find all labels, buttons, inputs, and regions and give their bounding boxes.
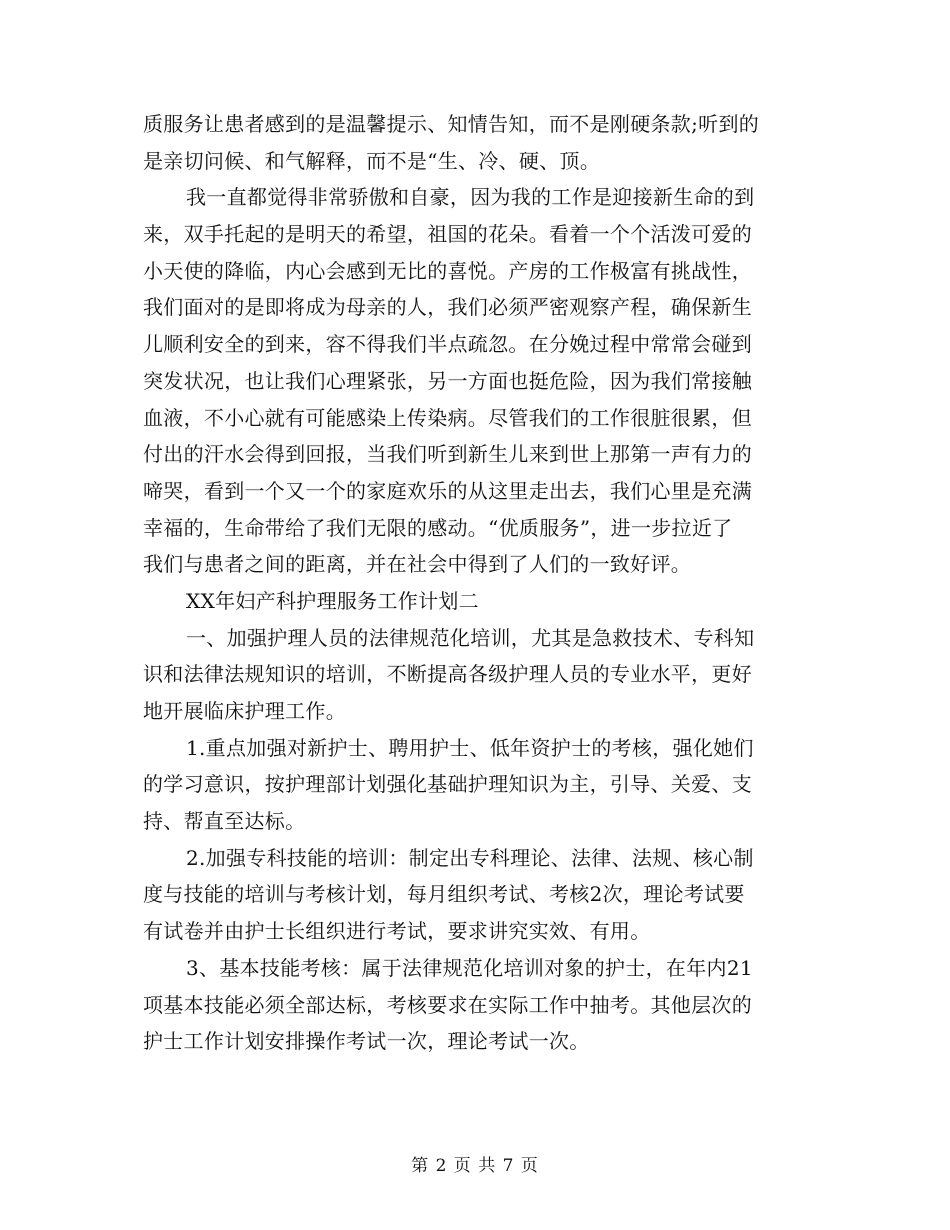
text-line: 持、帮直至达标。 — [143, 809, 306, 834]
text-line: 是亲切问候、和气解释，而不是“生、冷、硬、顶。 — [143, 148, 601, 173]
text-line: 来，双手托起的是明天的希望，祖国的花朵。看着一个个活泼可爱的 — [143, 222, 752, 247]
heading-line: XX年妇产科护理服务工作计划二 — [186, 588, 479, 613]
text-line: 的学习意识，按护理部计划强化基础护理知识为主，引导、关爱、支 — [143, 772, 752, 797]
text-line: 识和法律法规知识的培训，不断提高各级护理人员的专业水平，更好 — [143, 662, 752, 687]
text-line: 幸福的，生命带给了我们无限的感动。“优质服务”，进一步拉近了 — [143, 515, 733, 540]
paragraph-subitem-1 — [143, 730, 798, 840]
text-line: 我们面对的是即将成为母亲的人，我们必须严密观察产程，确保新生 — [143, 295, 752, 320]
text-line: 1.重点加强对新护士、聘用护士、低年资护士的考核，强化她们 — [186, 735, 754, 760]
text-line: 儿顺利安全的到来，容不得我们半点疏忽。在分娩过程中常常会碰到 — [143, 332, 752, 357]
document-body — [143, 106, 798, 1060]
paragraph-item-one — [143, 620, 798, 730]
text-line: 啼哭，看到一个又一个的家庭欢乐的从这里走出去，我们心里是充满 — [143, 478, 752, 503]
text-line: 我们与患者之间的距离，并在社会中得到了人们的一致好评。 — [143, 552, 692, 577]
text-line: 护士工作计划安排操作考试一次，理论考试一次。 — [143, 1029, 590, 1054]
paragraph-delivery-room — [143, 179, 798, 583]
text-line: 地开展临床护理工作。 — [143, 699, 346, 723]
text-line: 突发状况，也让我们心理紧张，另一方面也挺危险，因为我们常接触 — [143, 368, 752, 393]
paragraph-continuation — [143, 106, 798, 179]
text-line: 2.加强专科技能的培训：制定出专科理论、法律、法规、核心制 — [186, 845, 754, 870]
paragraph-subitem-2 — [143, 840, 798, 950]
text-line: 血液，不小心就有可能感染上传染病。尽管我们的工作很脏很累，但 — [143, 405, 752, 430]
text-line: 付出的汗水会得到回报，当我们听到新生儿来到世上那第一声有力的 — [143, 442, 752, 467]
text-line: 3、基本技能考核：属于法律规范化培训对象的护士，在年内21 — [186, 955, 753, 980]
text-line: 项基本技能必须全部达标，考核要求在实际工作中抽考。其他层次的 — [143, 992, 752, 1017]
text-line: 我一直都觉得非常骄傲和自豪，因为我的工作是迎接新生命的到 — [186, 185, 755, 210]
text-line: 小天使的降临，内心会感到无比的喜悦。产房的工作极富有挑战性， — [143, 258, 752, 283]
text-line: 一、加强护理人员的法律规范化培训，尤其是急救技术、专科知 — [186, 625, 755, 650]
paragraph-subitem-3 — [143, 950, 798, 1060]
text-line: 度与技能的培训与考核计划，每月组织考试、考核2次，理论考试要 — [143, 882, 745, 907]
section-heading — [143, 583, 798, 620]
page-number-footer: 第 2 页 共 7 页 — [411, 1156, 539, 1176]
text-line: 有试卷并由护士长组织进行考试，要求讲究实效、有用。 — [143, 919, 651, 944]
text-line: 质服务让患者感到的是温馨提示、知情告知，而不是刚硬条款;听到的 — [143, 112, 760, 136]
